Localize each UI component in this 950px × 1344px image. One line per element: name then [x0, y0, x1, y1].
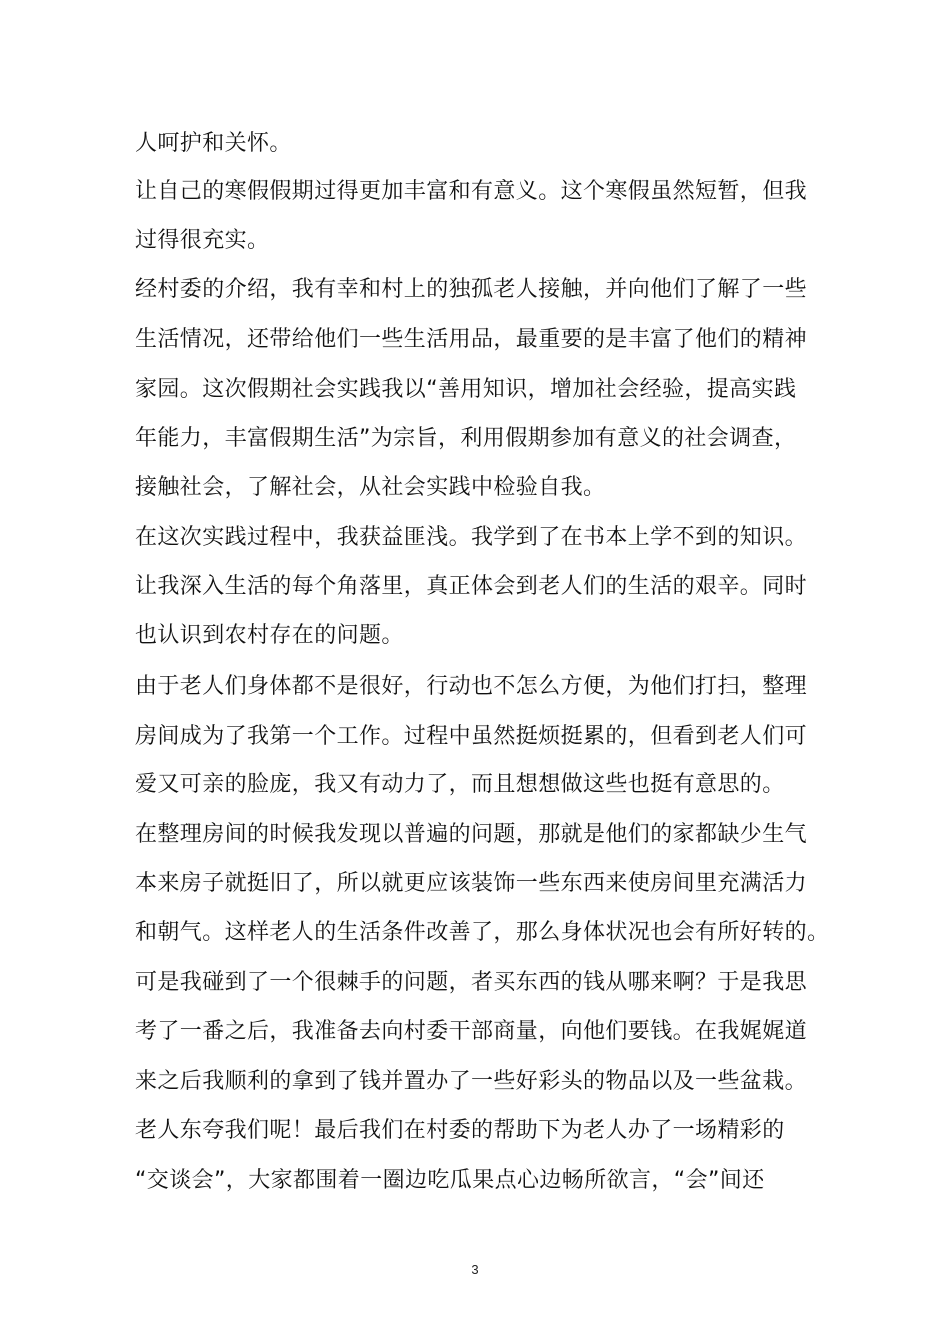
page-number: 3 [471, 1262, 479, 1277]
text-line: 考了一番之后，我准备去向村委干部商量，向他们要钱。在我娓娓道 [135, 1019, 808, 1044]
text-line: 过得很充实。 [135, 228, 270, 253]
text-line: “交谈会”，大家都围着一圈边吃瓜果点心边畅所欲言，“会”间还 [135, 1168, 765, 1193]
text-line: 生活情况，还带给他们一些生活用品，最重要的是丰富了他们的精神 [135, 327, 808, 352]
text-line: 也认识到农村存在的问题。 [135, 623, 404, 648]
text-line: 可是我碰到了一个很棘手的问题，者买东西的钱从哪来啊？于是我思 [135, 970, 808, 995]
text-line: 由于老人们身体都不是很好，行动也不怎么方便，为他们打扫，整理 [135, 674, 808, 699]
text-line: 在这次实践过程中，我获益匪浅。我学到了在书本上学不到的知识。 [135, 525, 808, 550]
text-line: 和朝气。这样老人的生活条件改善了，那么身体状况也会有所好转的。 [135, 920, 830, 945]
text-line: 年能力，丰富假期生活”为宗旨，利用假期参加有意义的社会调查， [135, 426, 797, 451]
text-line: 接触社会，了解社会，从社会实践中检验自我。 [135, 475, 606, 500]
text-line: 本来房子就挺旧了，所以就更应该装饰一些东西来使房间里充满活力 [135, 871, 808, 896]
text-line: 让我深入生活的每个角落里，真正体会到老人们的生活的艰辛。同时 [135, 574, 808, 599]
text-line: 爱又可亲的脸庞，我又有动力了，而且想想做这些也挺有意思的。 [135, 772, 785, 797]
text-line: 在整理房间的时候我发现以普遍的问题，那就是他们的家都缺少生气 [135, 822, 808, 847]
text-line: 房间成为了我第一个工作。过程中虽然挺烦挺累的，但看到老人们可 [135, 724, 808, 749]
text-line: 家园。这次假期社会实践我以“善用知识，增加社会经验，提高实践 [135, 377, 797, 402]
text-line: 人呵护和关怀。 [135, 131, 292, 156]
text-line: 老人东夸我们呢！最后我们在村委的帮助下为老人办了一场精彩的 [135, 1118, 785, 1143]
text-line: 经村委的介绍，我有幸和村上的独孤老人接触，并向他们了解了一些 [135, 277, 808, 302]
text-line: 来之后我顺利的拿到了钱并置办了一些好彩头的物品以及一些盆栽。 [135, 1069, 808, 1094]
text-line: 让自己的寒假假期过得更加丰富和有意义。这个寒假虽然短暂，但我 [135, 179, 808, 204]
